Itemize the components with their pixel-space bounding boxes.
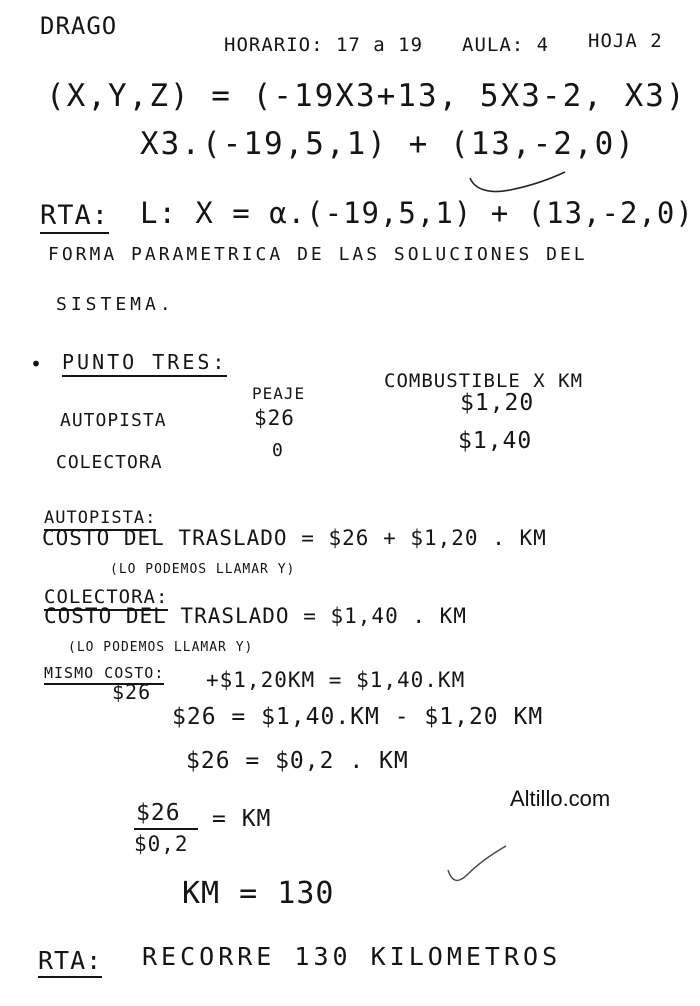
colectora-note: (LO PODEMOS LLAMAR Y) bbox=[68, 640, 254, 655]
autopista-title: AUTOPISTA: bbox=[44, 508, 156, 531]
row-colectora-peaje: 0 bbox=[272, 440, 284, 461]
fraction-rhs: = KM bbox=[212, 806, 272, 832]
rta-label-2: RTA: bbox=[38, 946, 102, 978]
rta-label-1: RTA: bbox=[40, 200, 109, 234]
parametric-text: FORMA PARAMETRICA DE LAS SOLUCIONES DEL bbox=[48, 244, 588, 265]
row-autopista-comb: $1,20 bbox=[460, 390, 535, 416]
fraction-numerator: $26 bbox=[136, 800, 181, 826]
equation-line-1: (X,Y,Z) = (-19X3+13, 5X3-2, X3) bbox=[46, 78, 687, 114]
room: AULA: 4 bbox=[462, 34, 550, 56]
section-title: PUNTO TRES: bbox=[62, 350, 227, 377]
row-autopista-peaje: $26 bbox=[254, 406, 295, 430]
rta-answer-1: L: X = α.(-19,5,1) + (13,-2,0) bbox=[140, 196, 694, 230]
schedule: HORARIO: 17 a 19 bbox=[224, 34, 424, 56]
rta-answer-2: RECORRE 130 KILOMETROS bbox=[142, 942, 562, 971]
autopista-note: (LO PODEMOS LLAMAR Y) bbox=[110, 562, 296, 577]
row-autopista-name: AUTOPISTA bbox=[60, 410, 167, 431]
equation-3: $26 = $0,2 . KM bbox=[186, 748, 409, 774]
sheet-number: HOJA 2 bbox=[588, 30, 663, 52]
colectora-cost: COSTO DEL TRASLADO = $1,40 . KM bbox=[44, 604, 467, 628]
fraction-denominator: $0,2 bbox=[134, 832, 189, 856]
check-mark-icon bbox=[470, 172, 565, 192]
equation-1b: +$1,20KM = $1,40.KM bbox=[206, 668, 466, 692]
row-colectora-name: COLECTORA bbox=[56, 452, 163, 473]
autopista-cost: COSTO DEL TRASLADO = $26 + $1,20 . KM bbox=[42, 526, 547, 550]
result: KM = 130 bbox=[182, 876, 335, 911]
bullet: • bbox=[30, 352, 44, 376]
mismo-costo-title: MISMO COSTO: bbox=[44, 664, 164, 685]
equation-2: $26 = $1,40.KM - $1,20 KM bbox=[172, 704, 544, 730]
equation-line-2: X3.(-19,5,1) + (13,-2,0) bbox=[140, 126, 636, 162]
equation-1a: $26 bbox=[112, 680, 152, 704]
student-name: DRAGO bbox=[40, 12, 118, 40]
col-peaje: PEAJE bbox=[252, 384, 306, 403]
col-combustible: COMBUSTIBLE X KM bbox=[384, 370, 584, 392]
colectora-title: COLECTORA: bbox=[44, 586, 168, 611]
check-mark-icon bbox=[448, 846, 506, 880]
row-colectora-comb: $1,40 bbox=[458, 428, 533, 454]
parametric-text-2: SISTEMA. bbox=[56, 294, 175, 315]
watermark: Altillo.com bbox=[510, 786, 611, 811]
